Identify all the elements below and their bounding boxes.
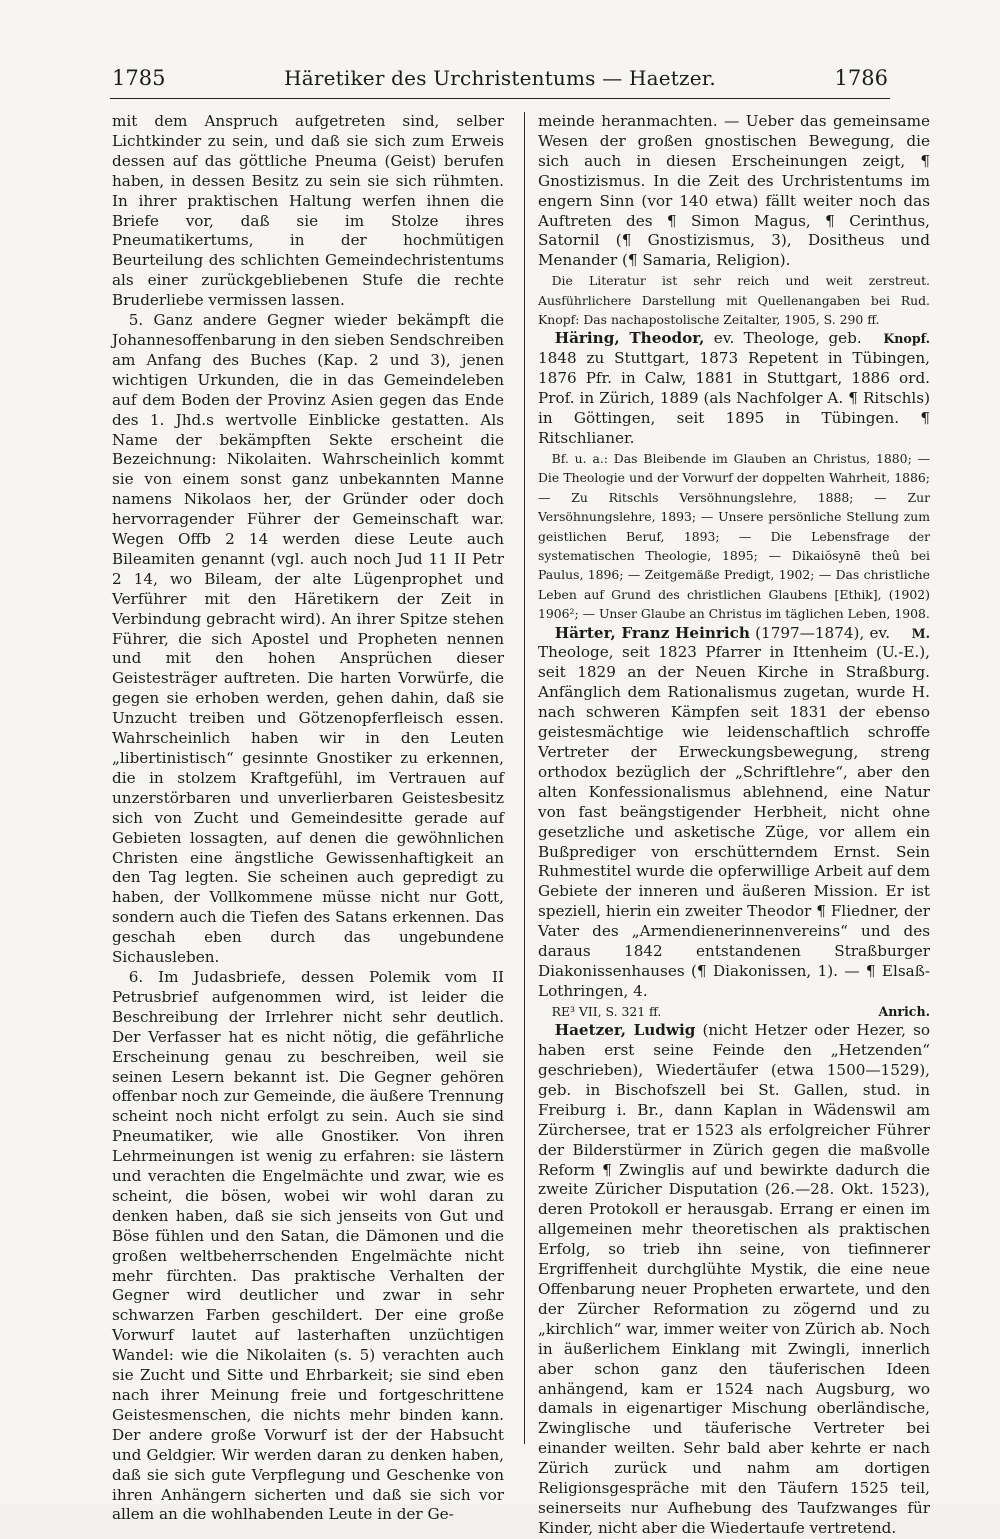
entry-haerter — [538, 624, 930, 1002]
entry-text: (nicht Hetzer oder Hezer, so haben erst seine Feinde den „Hetzenden“ geschrieben), Wiedertäufer (etwa 1500—1529), geb. in Bischofszell bei St. Gallen, stud. in Freiburg i. Br., dann Kaplan in Wädenswil am Zürchersee, trat er 1523 als erfolgreicher Führer der Bilderstürmer in Zürich gegen die maßvolle Reform ¶ Zwinglis auf und bewirkte dadurch die zweite Züricher Disputation (26.—28. Okt. 1523), deren Protokoll er herausgab. Errang er einen im allgemeinen mehr theoretischen als praktischen Erfolg, so trieb ihn seine, von tiefinnerer Ergriffenheit durchglühte Mystik, die eine neue Offenbarung neuer Propheten erwartete, und den der Zürcher Reformation zu zögernd und zu „kirchlich“ war, immer weiter von Zürich ab. Noch in äußerlichem Einklang mit Zwingli, innerlich aber schon ganz den täuferischen Ideen anhängend, kam er 1524 nach Augsburg, wo damals in eigenartiger Mischung oberländische, Zwinglische und täuferische Vertreter bei einander weilten. Sehr bald aber kehrte er nach Zürich zurück und nahm am dortigen Religionsgespräche mit den Täufern 1525 teil, seinerseits nur Aufhebung des Taufzwanges für Kinder, nicht aber die Wiedertaufe vertretend. — [538, 1021, 931, 1537]
entry-text: ev. Theologe, geb. 1848 zu Stuttgart, 1873 Repetent in Tübingen, 1876 Pfr. in Calw, 1881 in Stuttgart, 1886 ord. Prof. in Zürich, 1889 (als Nachfolger A. ¶ Ritschls) in Göttingen, seit 1895 in Tübingen. ¶ Ritschlianer. — [538, 329, 930, 447]
author-signature: M. — [911, 625, 930, 641]
right-column — [538, 112, 930, 1539]
entry-text: (1797—1874), ev. Theologe, seit 1823 Pfarrer in Ittenheim (U.-E.), seit 1829 an der Neuen Kirche in Straßburg. Anfänglich dem Rationalismus zugetan, wurde H. nach schweren Kämpfen seit 1831 der ebenso geistesmächtige wie leidenschaftlich schroffe Vertreter der Erweckungsbewegung, streng orthodox bezüglich der „Schriftlehre“, aber den alten Konfessionalismus ablehnend, eine Natur von fast beängstigender Herbheit, nicht ohne gesetzliche und asketische Züge, vor allem ein Bußprediger von erschütterndem Ernst. Sein Ruhmestitel wurde die opferwillige Arbeit auf dem Gebiete der inneren und äußeren Mission. Er ist speziell, hierin ein zweiter Theodor ¶ Fliedner, der Vater des „Armendienerinnenvereins“ und des daraus 1842 entstandenen Straßburger Diakonissenhauses (¶ Diakonissen, 1). — ¶ Elsaß-Lothringen, 4. — [538, 623, 930, 1000]
column-divider — [524, 112, 525, 1444]
literature-text: Bf. u. a.: Das Bleibende im Glauben an Christus, 1880; — Die Theologie und der Vorwurf der doppelten Wahrheit, 1886; — Zu Ritschls Versöhnungslehre, 1888; — Zur Versöhnungslehre, 1893; — Unsere persönliche Stellung zum geistlichen Beruf, 1893; — Die Lebensfrage der systematischen Theologie, 1895; — Dikaiŏsynē theû bei Paulus, 1896; — Zeitgemäße Predigt, 1902; — Das christliche Leben auf Grund des christlichen Glaubens [Ethik], (1902) 1906²; — Unser Glaube an Christus im täglichen Leben, 1908. — [538, 450, 930, 622]
author-signature: Knopf. — [883, 331, 930, 347]
entry-headword: Haetzer, Ludwig — [554, 1021, 696, 1040]
running-title: Häretiker des Urchristentums — Haetzer. — [284, 66, 716, 90]
paragraph-continuation: meinde heranmachten. — Ueber das gemeinsame Wesen der großen gnostischen Bewegung, die sich auch in diesen Erscheinungen zeigt, ¶ Gnostizismus. In die Zeit des Urchristentums im engern Sinn (vor 140 etwa) fällt weiter noch das Auftreten des ¶ Simon Magus, ¶ Cerinthus, Satornil (¶ Gnostizismus, 3), Dositheus und Menander (¶ Samaria, Religion). — [538, 112, 930, 270]
column-number-left: 1785 — [112, 66, 166, 90]
entry-headword: Härter, Franz Heinrich — [554, 623, 750, 642]
author-signature: Anrich. — [878, 1003, 930, 1019]
literature-text: RE³ VII, S. 321 ff. — [551, 1003, 662, 1019]
column-number-right: 1786 — [834, 66, 888, 90]
entry-haetzer — [538, 1021, 930, 1539]
running-header — [110, 58, 890, 99]
paragraph-1: mit dem Anspruch aufgetreten sind, selber Lichtkinder zu sein, und daß sie sich zum Erweis dessen auf das göttliche Pneuma (Geist) berufen haben, in dessen Besitz zu sein sie sich rühmten. In ihrer praktischen Haltung werfen ihnen die Briefe vor, daß sie im Stolze ihres Pneumatikertums, in der hochmütigen Beurteilung des schlichten Gemeindechristentums als einer zurückgebliebenen Stufe die rechte Bruderliebe vermissen lassen. — [112, 112, 504, 310]
entry-headword: Häring, Theodor, — [554, 329, 705, 348]
paragraph-6-judas: 6. Im Judasbriefe, dessen Polemik vom II Petrusbrief aufgenommen wird, ist leider die Beschreibung der Irrlehrer nicht sehr deutlich. Der Verfasser hat es nicht nötig, die gefährliche Erscheinung genau zu beschreiben, weil sie seinen Lesern bekannt ist. Die Gegner gehören offenbar noch zur Gemeinde, die äußere Trennung scheint noch nicht erfolgt zu sein. Auch sie sind Pneumatiker, wie alle Gnostiker. Von ihren Lehrmeinungen ist wenig zu erfahren: sie lästern und verachten die Engelmächte und zwar, wie es scheint, die bösen, wobei wir wohl daran zu denken haben, daß sie sich jenseits von Gut und Böse fühlen und den Satan, die Dämonen und die großen weltbeherrschenden Engelmächte nicht mehr fürchten. Das praktische Verhalten der Gegner wird deutlicher und zwar in sehr schwarzen Farben geschildert. Der eine große Vorwurf lautet auf lasterhaften unzüchtigen Wandel: wie die Nikolaiten (s. 5) verachten auch sie Zucht und Sitte und Ehrbarkeit; sie sind eben nach ihrer Meinung freie und fortgeschrittene Geistesmenschen, die nichts mehr binden kann. Der andere große Vorwurf ist der der Habsucht und Geldgier. Wir werden daran zu denken haben, daß sie sich gute Verpflegung und Geschenke von ihren Anhängern sicherten und daß sie sich vor allem an die wohlhabenden Leute in der Ge- — [112, 967, 504, 1524]
literature-text: Die Literatur ist sehr reich und weit zerstreut. Ausführlichere Darstellung mit Quellenangaben bei Rud. Knopf: Das nachapostolische Zeitalter, 1905, S. 290 ff. — [538, 273, 930, 328]
paragraph-5-johannes: 5. Ganz andere Gegner wieder bekämpft die Johannesoffenbarung in den sieben Sendschreiben am Anfang des Buches (Kap. 2 und 3), jenen wichtigen Urkunden, die in das Gemeindeleben auf dem Boden der Provinz Asien gegen das Ende des 1. Jhd.s wertvolle Einblicke gestatten. Als Name der bekämpften Sekte erscheint die Bezeichnung: Nikolaiten. Wahrscheinlich kommt sie von einem sonst ganz unbekannten Manne namens Nikolaos her, der Gründer oder doch hervorragender Führer der Gemeinschaft war. Wegen Offb 2 14 werden diese Leute auch Bileamiten genannt (vgl. auch noch Jud 11 II Petr 2 14, wo Bileam, der alte Lügenprophet und Verführer mit den Häretikern der Zeit in Verbindung gebracht wird). An ihrer Spitze stehen Führer, die sich Apostel und Propheten nennen und mit den hohen Ansprüchen dieser Geistesträger auftreten. Die harten Vorwürfe, die gegen sie erhoben werden, gehen dahin, daß sie Unzucht treiben und Götzenopferfleisch essen. Wahrscheinlich haben wir in den Leuten „libertinistisch“ gesinnte Gnostiker zu erkennen, die in stolzem Kraftgefühl, im Vertrauen auf unzerstörbaren und unverlierbaren Geistesbesitz sich von Zucht und Gemeindesitte gerade auf Gebieten lossagten, auf denen die gewöhnlichen Christen eine ängstliche Gewissenhaftigkeit an den Tag legten. Sie scheinen auch gepredigt zu haben, der Vollkommene müsse nicht nur Gott, sondern auch die Tiefen des Satans erkennen. Das geschah eben durch das ungebundene Sichausleben. — [112, 311, 504, 967]
literature-note-haerter — [538, 1002, 930, 1021]
left-column — [112, 112, 504, 1525]
